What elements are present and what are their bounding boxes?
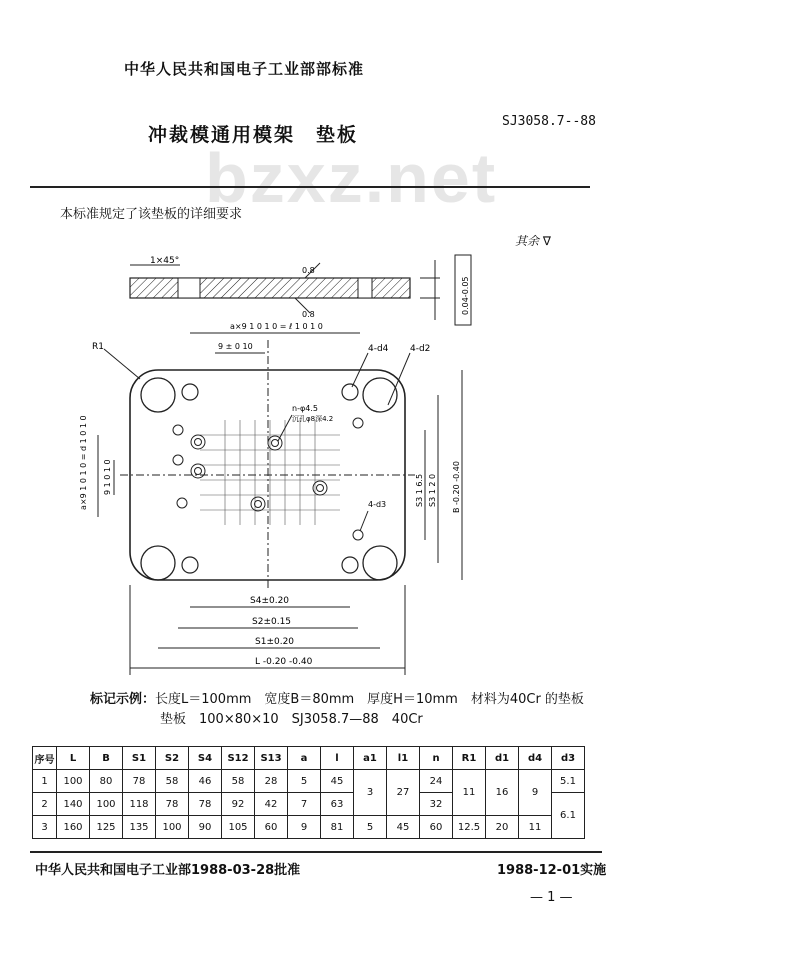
right-dimension-label-3: B -0.20 -0.40 xyxy=(452,461,461,513)
table-header-row xyxy=(33,747,585,770)
column-header: 序号 xyxy=(33,747,57,770)
table-cell: 5 xyxy=(288,770,321,793)
n-holes-label: n-φ4.5 xyxy=(292,404,318,413)
column-header: S2 xyxy=(156,747,189,770)
hole-grid xyxy=(200,420,340,525)
table-cell: 3 xyxy=(354,770,387,816)
intro-text: 本标准规定了该垫板的详细要求 xyxy=(60,207,243,222)
column-header: S13 xyxy=(255,747,288,770)
roughness-note: 其余 ∇ xyxy=(515,234,551,248)
table-cell: 160 xyxy=(57,816,90,839)
table-cell: 11 xyxy=(453,770,486,816)
table-cell: 6.1 xyxy=(552,793,585,839)
table-cell: 45 xyxy=(387,816,420,839)
flatness-ref-label: 0.8 xyxy=(302,310,315,319)
d2-label: 4-d2 xyxy=(410,344,431,354)
table-cell: 140 xyxy=(57,793,90,816)
table-cell: 16 xyxy=(486,770,519,816)
table-cell: 45 xyxy=(321,770,354,793)
standard-organization: 中华人民共和国电子工业部部标准 xyxy=(124,60,365,78)
table-cell: 92 xyxy=(222,793,255,816)
table-cell: 2 xyxy=(33,793,57,816)
column-header: R1 xyxy=(453,747,486,770)
right-dimension-label-1: S3 1 6.5 xyxy=(415,473,424,507)
a-dimension-label: a×9 1 0 1 0 = ℓ 1 0 1 0 xyxy=(230,322,323,331)
table-cell: 24 xyxy=(420,770,453,793)
section-view xyxy=(130,255,471,325)
table-row xyxy=(33,770,585,793)
table-cell: 80 xyxy=(90,770,123,793)
table-cell: 58 xyxy=(156,770,189,793)
table-cell: 3 xyxy=(33,816,57,839)
table-cell: 28 xyxy=(255,770,288,793)
table-cell: 32 xyxy=(420,793,453,816)
n-holes-depth-label: 沉孔φ8深4.2 xyxy=(292,415,334,423)
counterbored-holes xyxy=(191,435,327,511)
table-cell: 5 xyxy=(354,816,387,839)
table-cell: 11 xyxy=(519,816,552,839)
column-header: S1 xyxy=(123,747,156,770)
column-header: a xyxy=(288,747,321,770)
marking-line-2: 垫板 100×80×10 SJ3058.7—88 40Cr xyxy=(160,712,423,727)
table-cell: 81 xyxy=(321,816,354,839)
left-dimension-label: a×9 1 0 1 0 = d 1 0 1 0 xyxy=(79,415,88,510)
table-cell: 78 xyxy=(123,770,156,793)
table-cell: 12.5 xyxy=(453,816,486,839)
column-header: l1 xyxy=(387,747,420,770)
l-dimension-label: L -0.20 -0.40 xyxy=(255,657,313,667)
marking-example xyxy=(90,688,584,707)
table-cell: 125 xyxy=(90,816,123,839)
left-dimension-label-2: 9 1 0 1 0 xyxy=(103,459,112,495)
s4-dimension-label: S4±0.20 xyxy=(250,596,290,606)
standard-code: SJ3058.7--88 xyxy=(502,114,596,129)
technical-drawing xyxy=(70,245,530,685)
table-cell: 7 xyxy=(288,793,321,816)
footer-rule xyxy=(30,851,602,853)
table-cell: 46 xyxy=(189,770,222,793)
table-cell: 90 xyxy=(189,816,222,839)
table-cell: 20 xyxy=(486,816,519,839)
table-cell: 78 xyxy=(156,793,189,816)
small-dimension-label: 9 ± 0 10 xyxy=(218,342,253,351)
column-header: d1 xyxy=(486,747,519,770)
table-cell: 1 xyxy=(33,770,57,793)
d3-label: 4-d3 xyxy=(368,500,387,509)
parallel-label: 0.04-0.05 xyxy=(461,276,470,315)
s1-dimension-label: S1±0.20 xyxy=(255,637,295,647)
table-cell: 27 xyxy=(387,770,420,816)
header-rule xyxy=(30,186,590,188)
watermark-text: bzxz.net xyxy=(205,139,498,217)
table-cell: 58 xyxy=(222,770,255,793)
table-cell: 9 xyxy=(288,816,321,839)
table-cell: 60 xyxy=(255,816,288,839)
approval-text: 中华人民共和国电子工业部1988-03-28批准 xyxy=(35,863,301,878)
guide-holes xyxy=(141,378,397,580)
table-cell: 118 xyxy=(123,793,156,816)
column-header: d4 xyxy=(519,747,552,770)
table-cell: 78 xyxy=(189,793,222,816)
table-cell: 60 xyxy=(420,816,453,839)
table-row xyxy=(33,816,585,839)
table-cell: 100 xyxy=(57,770,90,793)
table-cell: 105 xyxy=(222,816,255,839)
table-cell: 42 xyxy=(255,793,288,816)
table-cell: 100 xyxy=(90,793,123,816)
implementation-date: 1988-12-01实施 xyxy=(497,863,607,878)
column-header: l xyxy=(321,747,354,770)
table-cell: 9 xyxy=(519,770,552,816)
column-header: S4 xyxy=(189,747,222,770)
column-header: B xyxy=(90,747,123,770)
column-header: n xyxy=(420,747,453,770)
column-header: L xyxy=(57,747,90,770)
page-title: 冲裁模通用模架 垫板 xyxy=(148,124,359,146)
table-cell: 100 xyxy=(156,816,189,839)
marking-line-1: 长度L＝100mm 宽度B＝80mm 厚度H＝10mm 材料为40Cr 的垫板 xyxy=(155,692,584,707)
column-header: S12 xyxy=(222,747,255,770)
flatness-label: 0.8 xyxy=(302,266,315,275)
table-cell: 5.1 xyxy=(552,770,585,793)
s2-dimension-label: S2±0.15 xyxy=(252,617,292,627)
chamfer-label: 1×45° xyxy=(150,256,180,266)
table-cell: 135 xyxy=(123,816,156,839)
spec-table xyxy=(32,746,585,839)
r1-label: R1 xyxy=(92,342,104,352)
column-header: a1 xyxy=(354,747,387,770)
right-dimension-label-2: S3 1 2 0 xyxy=(428,473,437,507)
table-cell: 63 xyxy=(321,793,354,816)
column-header: d3 xyxy=(552,747,585,770)
marking-label: 标记示例： xyxy=(90,692,156,707)
page-number: — 1 — xyxy=(530,890,573,905)
d4-label: 4-d4 xyxy=(368,344,389,354)
